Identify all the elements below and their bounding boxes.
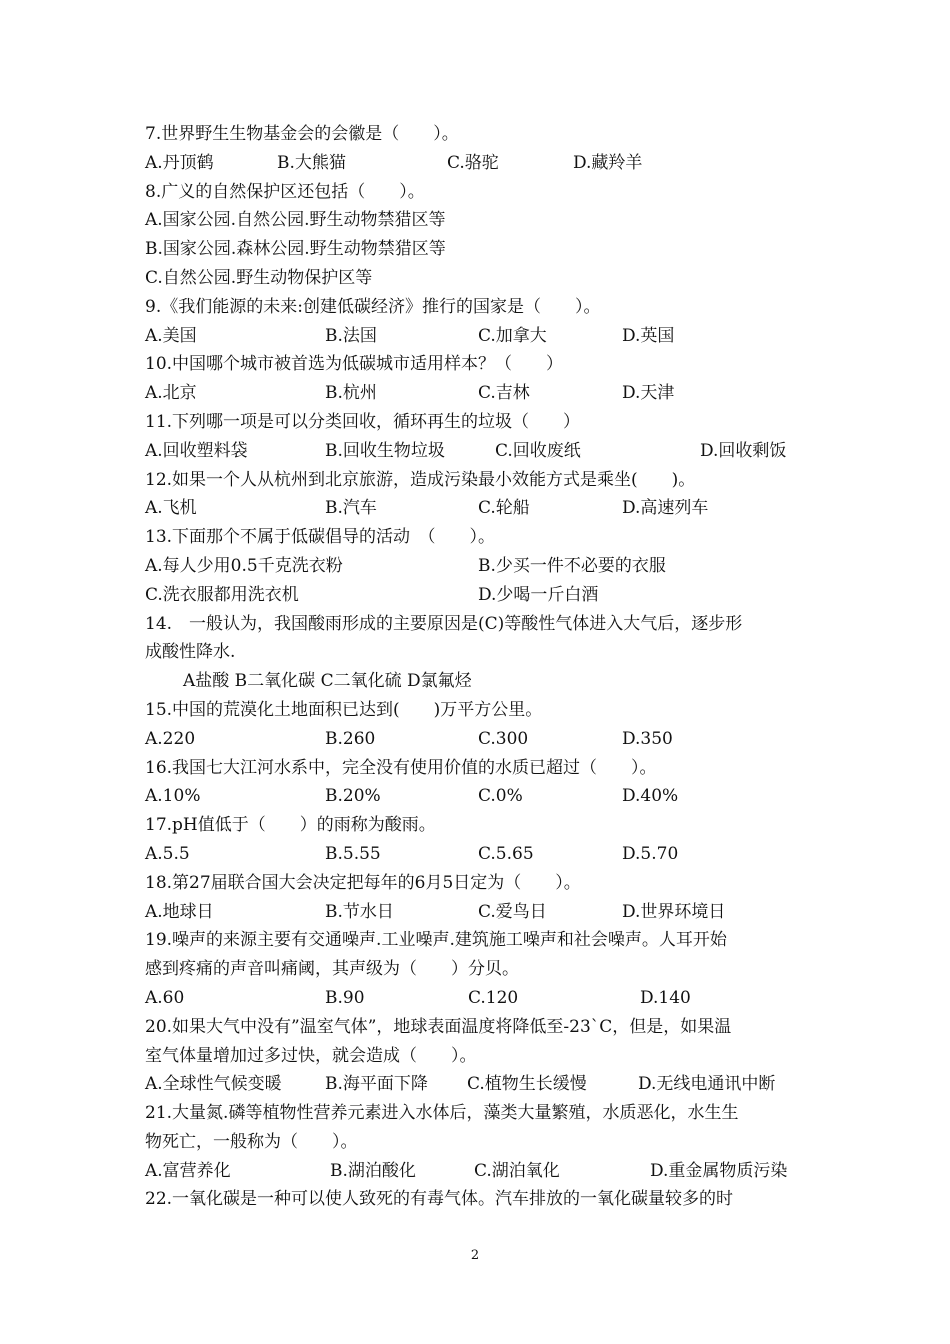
option-c: C.120 bbox=[468, 987, 519, 1008]
option-c: C.0% bbox=[478, 786, 523, 807]
option-row bbox=[145, 725, 815, 754]
question-stem: 成酸性降水. bbox=[145, 642, 236, 663]
option-d: D.回收剩饭 bbox=[700, 440, 787, 461]
option-row bbox=[145, 552, 815, 581]
question-stem: 感到疼痛的声音叫痛阈，其声级为（ ）分贝。 bbox=[145, 959, 519, 980]
option-row bbox=[145, 581, 815, 610]
question-stem: 18.第27届联合国大会决定把每年的6月5日定为（ ）。 bbox=[145, 872, 581, 893]
option-d: D.350 bbox=[622, 728, 673, 749]
option-b: B.回收生物垃圾 bbox=[325, 440, 445, 461]
option-row bbox=[145, 898, 815, 927]
option-a: A.国家公园.自然公园.野生动物禁猎区等 bbox=[145, 210, 446, 231]
question-stem: 13.下面那个不属于低碳倡导的活动 （ ）。 bbox=[145, 527, 496, 548]
option-b: B.20% bbox=[325, 786, 381, 807]
question-stem: 17.pH值低于（ ）的雨称为酸雨。 bbox=[145, 815, 436, 836]
question-stem: 8.广义的自然保护区还包括（ ）。 bbox=[145, 181, 425, 202]
option-row bbox=[145, 379, 815, 408]
option-d: D.藏羚羊 bbox=[573, 152, 643, 173]
option-a: A盐酸 B二氧化碳 C二氧化硫 D氯氟烃 bbox=[183, 671, 472, 692]
option-row bbox=[145, 206, 815, 235]
option-a: A.每人少用0.5千克洗衣粉 bbox=[145, 555, 343, 576]
option-a: A.丹顶鹤 bbox=[145, 152, 214, 173]
option-a: A.5.5 bbox=[145, 843, 190, 864]
option-d: D.天津 bbox=[622, 383, 675, 404]
question-stem: 12.如果一个人从杭州到北京旅游，造成污染最小效能方式是乘坐( )。 bbox=[145, 469, 696, 490]
option-row bbox=[145, 322, 815, 351]
question-stem: 19.噪声的来源主要有交通噪声.工业噪声.建筑施工噪声和社会噪声。人耳开始 bbox=[145, 930, 727, 951]
question-stem: 16.我国七大江河水系中，完全没有使用价值的水质已超过（ ）。 bbox=[145, 757, 657, 778]
page-number: 2 bbox=[470, 1248, 480, 1263]
option-a: A.美国 bbox=[145, 325, 197, 346]
question-stem: 14. 一般认为，我国酸雨形成的主要原因是(C)等酸性气体进入大气后，逐步形 bbox=[145, 613, 743, 634]
option-c: C.加拿大 bbox=[478, 325, 547, 346]
option-b: D.少喝一斤白酒 bbox=[478, 584, 599, 605]
option-a: A.北京 bbox=[145, 383, 197, 404]
option-d: D.英国 bbox=[622, 325, 675, 346]
option-c: C.湖泊氧化 bbox=[474, 1160, 560, 1181]
option-row bbox=[145, 840, 815, 869]
question-stem: 10.中国哪个城市被首选为低碳城市适用样本？（ ） bbox=[145, 354, 564, 375]
option-row bbox=[145, 984, 815, 1013]
option-row bbox=[145, 149, 815, 178]
question-stem: 9.《我们能源的未来:创建低碳经济》推行的国家是（ ）。 bbox=[145, 296, 601, 317]
question-stem: 21.大量氮.磷等植物性营养元素进入水体后，藻类大量繁殖，水质恶化，水生生 bbox=[145, 1103, 739, 1124]
option-a: A.60 bbox=[145, 987, 185, 1008]
option-b: B.节水日 bbox=[325, 901, 394, 922]
option-b: B.大熊猫 bbox=[277, 152, 346, 173]
option-a: C.自然公园.野生动物保护区等 bbox=[145, 267, 373, 288]
option-b: B.260 bbox=[325, 728, 376, 749]
option-row bbox=[145, 1070, 815, 1099]
option-b: B.海平面下降 bbox=[325, 1074, 428, 1095]
option-b: B.汽车 bbox=[325, 498, 377, 519]
option-c: C.爱鸟日 bbox=[478, 901, 547, 922]
question-stem: 物死亡，一般称为（ ）。 bbox=[145, 1131, 358, 1152]
option-d: D.世界环境日 bbox=[622, 901, 726, 922]
option-row bbox=[145, 437, 815, 466]
option-row bbox=[145, 264, 815, 293]
option-d: D.无线电通讯中断 bbox=[638, 1074, 776, 1095]
question-stem: 22.一氧化碳是一种可以使人致死的有毒气体。汽车排放的一氧化碳量较多的时 bbox=[145, 1189, 734, 1210]
question-stem: 11.下列哪一项是可以分类回收，循环再生的垃圾（ ） bbox=[145, 411, 581, 432]
option-row bbox=[145, 235, 815, 264]
option-a: A.全球性气候变暖 bbox=[145, 1074, 282, 1095]
option-row bbox=[145, 782, 815, 811]
option-c: C.5.65 bbox=[478, 843, 534, 864]
option-a: A.10% bbox=[145, 786, 201, 807]
option-a: A.回收塑料袋 bbox=[145, 440, 248, 461]
option-b: B.少买一件不必要的衣服 bbox=[478, 555, 666, 576]
option-d: D.140 bbox=[640, 987, 691, 1008]
option-a: A.飞机 bbox=[145, 498, 197, 519]
option-c: C.骆驼 bbox=[447, 152, 499, 173]
option-a: C.洗衣服都用洗衣机 bbox=[145, 584, 299, 605]
question-stem: 7.世界野生生物基金会的会徽是（ ）。 bbox=[145, 124, 459, 144]
option-d: D.5.70 bbox=[622, 843, 679, 864]
option-d: D.重金属物质污染 bbox=[650, 1160, 788, 1181]
question-stem: 15.中国的荒漠化土地面积已达到( )万平方公里。 bbox=[145, 699, 543, 720]
option-row bbox=[145, 667, 815, 696]
option-b: B.5.55 bbox=[325, 843, 381, 864]
option-c: C.轮船 bbox=[478, 498, 530, 519]
question-stem: 室气体量增加过多过快，就会造成（ ）。 bbox=[145, 1045, 477, 1066]
option-b: B.法国 bbox=[325, 325, 377, 346]
option-c: C.300 bbox=[478, 728, 529, 749]
option-c: C.回收废纸 bbox=[495, 440, 581, 461]
option-row bbox=[145, 494, 815, 523]
option-b: B.杭州 bbox=[325, 383, 377, 404]
option-c: C.植物生长缓慢 bbox=[467, 1074, 587, 1095]
option-a: B.国家公园.森林公园.野生动物禁猎区等 bbox=[145, 239, 446, 260]
option-d: D.40% bbox=[622, 786, 679, 807]
option-a: A.地球日 bbox=[145, 901, 214, 922]
option-row bbox=[145, 1157, 815, 1186]
option-d: D.高速列车 bbox=[622, 498, 709, 519]
option-b: B.90 bbox=[325, 987, 365, 1008]
option-a: A.富营养化 bbox=[145, 1160, 231, 1181]
question-stem: 20.如果大气中没有”温室气体”，地球表面温度将降低至-23`C，但是，如果温 bbox=[145, 1016, 732, 1037]
option-a: A.220 bbox=[145, 728, 196, 749]
option-c: C.吉林 bbox=[478, 383, 530, 404]
exam-page bbox=[145, 120, 815, 1214]
option-b: B.湖泊酸化 bbox=[330, 1160, 416, 1181]
